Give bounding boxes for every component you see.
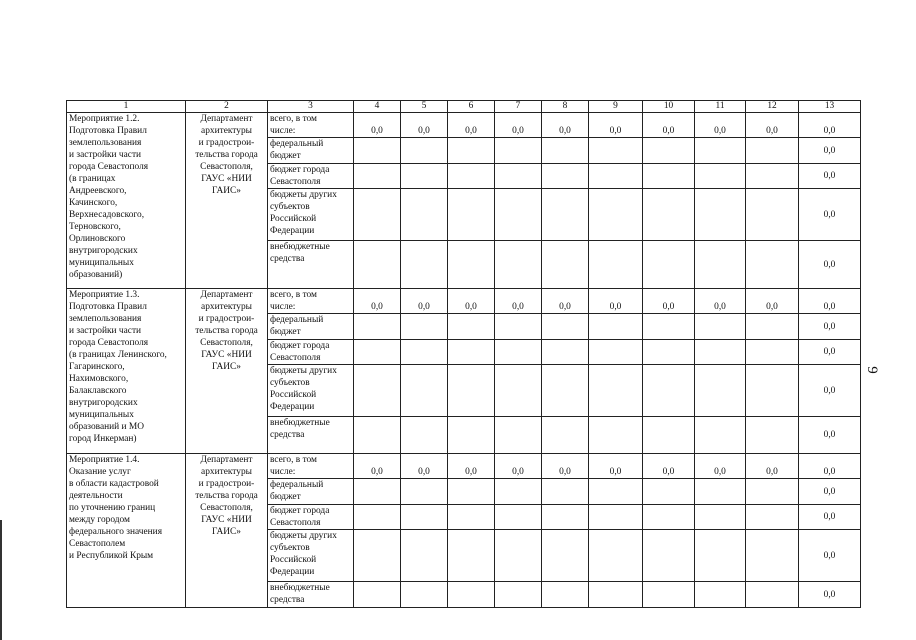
value-cell [643,340,695,365]
value-cell [695,241,746,289]
total-value-cell: 0,0 [799,365,861,417]
value-cell [746,417,799,454]
value-cell [448,479,495,505]
header-cell: 3 [268,101,354,113]
value-cell [354,479,401,505]
value-cell [401,479,448,505]
value-cell [746,164,799,189]
executor-cell: Департамент архитектуры и градострои- тельства города Севастополя, ГАУС «НИИ ГАИС» [186,454,268,608]
value-cell [746,241,799,289]
value-cell [542,340,589,365]
value-cell [495,138,542,164]
budget-table [66,100,861,608]
value-cell [643,582,695,608]
value-cell [495,530,542,582]
value-cell [495,582,542,608]
activity-name-cell: Мероприятие 1.4. Оказание услуг в области кадастровой деятельности по уточнению границ между городом федерального значения Севастополем и Республикой Крым [67,454,186,608]
value-cell [695,417,746,454]
value-cell: 0,0 [746,454,799,479]
value-cell [495,189,542,241]
value-cell: 0,0 [354,289,401,314]
value-cell [401,164,448,189]
value-cell [495,241,542,289]
funding-source-cell: внебюджетные средства [268,417,354,454]
value-cell [695,479,746,505]
header-row [67,101,861,113]
value-cell [401,365,448,417]
value-cell [542,241,589,289]
table-row [67,454,861,479]
value-cell [695,365,746,417]
value-cell: 0,0 [495,289,542,314]
activity-name-cell: Мероприятие 1.3. Подготовка Правил землепользования и застройки части города Севастополя (в границах Ленинского, Гагаринского, Нахимовского, Балаклавского внутригородских муниципальных образований и МО город Инкерман) [67,289,186,454]
value-cell [589,365,643,417]
header-cell: 7 [495,101,542,113]
header-cell: 12 [746,101,799,113]
value-cell [643,164,695,189]
value-cell [448,505,495,530]
value-cell [354,582,401,608]
value-cell: 0,0 [695,113,746,138]
value-cell [643,189,695,241]
value-cell: 0,0 [643,113,695,138]
value-cell [354,365,401,417]
executor-cell: Департамент архитектуры и градострои- тельства города Севастополя, ГАУС «НИИ ГАИС» [186,289,268,454]
value-cell: 0,0 [448,454,495,479]
value-cell [695,505,746,530]
value-cell [643,365,695,417]
value-cell [746,505,799,530]
value-cell [542,365,589,417]
value-cell [542,582,589,608]
value-cell [448,314,495,340]
value-cell [542,417,589,454]
value-cell [448,365,495,417]
value-cell [542,164,589,189]
value-cell [589,189,643,241]
value-cell: 0,0 [495,454,542,479]
value-cell [589,479,643,505]
funding-source-cell: бюджеты других субъектов Российской Федерации [268,365,354,417]
value-cell [589,417,643,454]
total-value-cell: 0,0 [799,138,861,164]
funding-source-cell: бюджеты других субъектов Российской Федерации [268,189,354,241]
value-cell [542,314,589,340]
header-cell: 5 [401,101,448,113]
header-cell: 8 [542,101,589,113]
value-cell [589,340,643,365]
header-cell: 2 [186,101,268,113]
page-number: 9 [863,366,880,374]
value-cell [448,164,495,189]
value-cell [354,505,401,530]
value-cell [643,314,695,340]
value-cell [695,582,746,608]
table-row [67,289,861,314]
value-cell [401,582,448,608]
header-cell: 13 [799,101,861,113]
value-cell [589,138,643,164]
value-cell [746,340,799,365]
funding-source-cell: внебюджетные средства [268,241,354,289]
value-cell [643,417,695,454]
funding-source-cell: бюджет города Севастополя [268,505,354,530]
total-value-cell: 0,0 [799,582,861,608]
value-cell [354,530,401,582]
total-value-cell: 0,0 [799,454,861,479]
value-cell [354,417,401,454]
executor-cell: Департамент архитектуры и градострои- тельства города Севастополя, ГАУС «НИИ ГАИС» [186,113,268,289]
total-value-cell: 0,0 [799,289,861,314]
value-cell: 0,0 [401,454,448,479]
value-cell: 0,0 [495,113,542,138]
value-cell [589,505,643,530]
value-cell [542,530,589,582]
header-cell: 10 [643,101,695,113]
value-cell [448,241,495,289]
value-cell: 0,0 [354,454,401,479]
value-cell [695,164,746,189]
total-value-cell: 0,0 [799,340,861,365]
value-cell [643,505,695,530]
value-cell: 0,0 [542,454,589,479]
value-cell [695,530,746,582]
value-cell [401,241,448,289]
total-value-cell: 0,0 [799,505,861,530]
value-cell [643,530,695,582]
value-cell [589,582,643,608]
value-cell: 0,0 [746,113,799,138]
funding-source-cell: всего, в том числе: [268,289,354,314]
value-cell [495,365,542,417]
value-cell [695,340,746,365]
value-cell [643,138,695,164]
value-cell [542,189,589,241]
header-cell: 9 [589,101,643,113]
value-cell [354,340,401,365]
value-cell: 0,0 [695,289,746,314]
value-cell [643,479,695,505]
value-cell: 0,0 [401,113,448,138]
header-cell: 6 [448,101,495,113]
header-cell: 4 [354,101,401,113]
value-cell [401,417,448,454]
funding-source-cell: федеральный бюджет [268,314,354,340]
value-cell: 0,0 [542,289,589,314]
value-cell: 0,0 [746,289,799,314]
value-cell [695,314,746,340]
value-cell [448,340,495,365]
value-cell [643,241,695,289]
value-cell [589,164,643,189]
total-value-cell: 0,0 [799,530,861,582]
value-cell [448,417,495,454]
value-cell [589,314,643,340]
funding-source-cell: федеральный бюджет [268,479,354,505]
value-cell [495,505,542,530]
value-cell: 0,0 [542,113,589,138]
value-cell [448,138,495,164]
value-cell: 0,0 [643,289,695,314]
value-cell [542,138,589,164]
total-value-cell: 0,0 [799,314,861,340]
value-cell [354,189,401,241]
value-cell: 0,0 [589,289,643,314]
header-cell: 11 [695,101,746,113]
value-cell [448,530,495,582]
value-cell [495,479,542,505]
value-cell [746,314,799,340]
header-cell: 1 [67,101,186,113]
value-cell [495,164,542,189]
funding-source-cell: федеральный бюджет [268,138,354,164]
value-cell: 0,0 [589,454,643,479]
total-value-cell: 0,0 [799,479,861,505]
total-value-cell: 0,0 [799,113,861,138]
value-cell [354,138,401,164]
value-cell [448,582,495,608]
value-cell [746,365,799,417]
value-cell [401,138,448,164]
value-cell [695,138,746,164]
value-cell [746,530,799,582]
value-cell [401,530,448,582]
value-cell [589,530,643,582]
value-cell: 0,0 [643,454,695,479]
funding-source-cell: бюджет города Севастополя [268,164,354,189]
value-cell [589,241,643,289]
total-value-cell: 0,0 [799,164,861,189]
table-row [67,113,861,138]
value-cell: 0,0 [589,113,643,138]
value-cell [354,314,401,340]
funding-source-cell: всего, в том числе: [268,113,354,138]
funding-source-cell: всего, в том числе: [268,454,354,479]
value-cell: 0,0 [401,289,448,314]
funding-source-cell: бюджет города Севастополя [268,340,354,365]
value-cell [746,582,799,608]
value-cell [542,505,589,530]
value-cell [401,340,448,365]
funding-source-cell: бюджеты других субъектов Российской Федерации [268,530,354,582]
value-cell [401,505,448,530]
activity-name-cell: Мероприятие 1.2. Подготовка Правил землепользования и застройки части города Севастополя (в границах Андреевского, Качинского, Верхнесадовского, Терновского, Орлиновского внутригородских муниципальных образований) [67,113,186,289]
value-cell [495,340,542,365]
total-value-cell: 0,0 [799,189,861,241]
value-cell [448,189,495,241]
value-cell: 0,0 [695,454,746,479]
value-cell [746,138,799,164]
value-cell [746,189,799,241]
value-cell [354,164,401,189]
value-cell [746,479,799,505]
total-value-cell: 0,0 [799,241,861,289]
value-cell [401,189,448,241]
scan-edge-line [0,520,2,640]
value-cell [354,241,401,289]
value-cell: 0,0 [448,289,495,314]
value-cell: 0,0 [354,113,401,138]
funding-source-cell: внебюджетные средства [268,582,354,608]
total-value-cell: 0,0 [799,417,861,454]
value-cell [401,314,448,340]
value-cell: 0,0 [448,113,495,138]
value-cell [542,479,589,505]
value-cell [695,189,746,241]
value-cell [495,417,542,454]
value-cell [495,314,542,340]
